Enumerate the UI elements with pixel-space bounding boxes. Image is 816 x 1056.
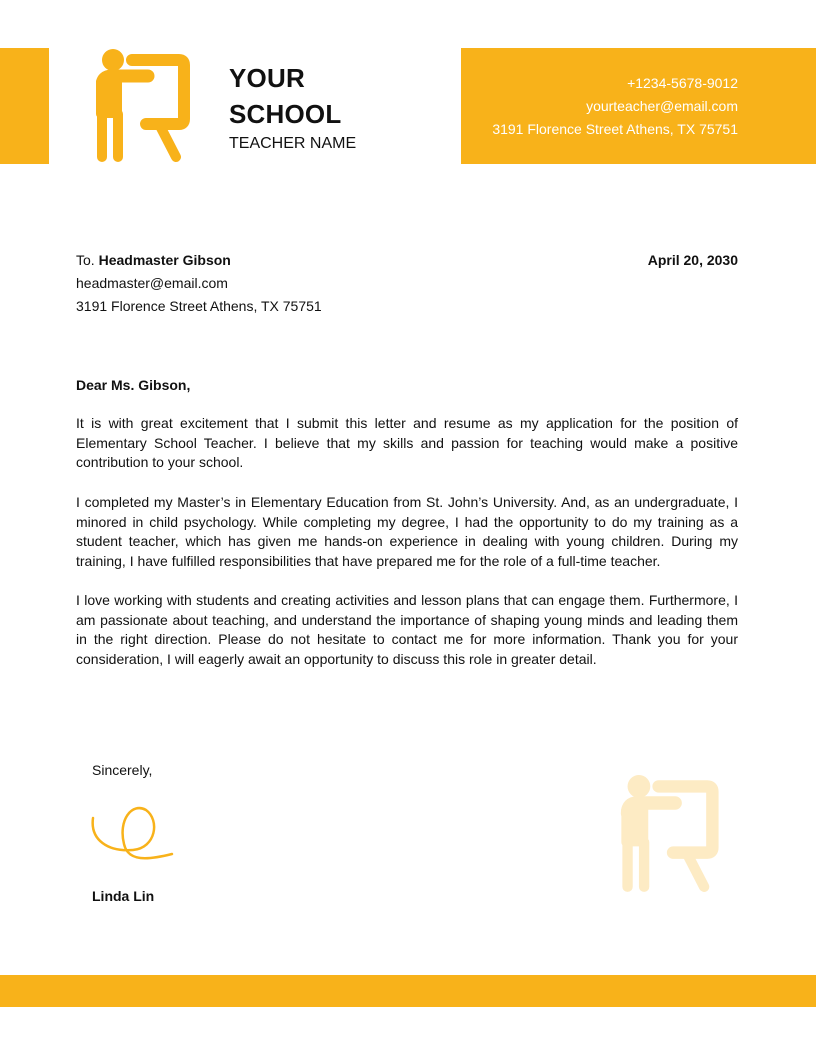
recipient-name-line [76, 249, 322, 272]
contact-phone: +1234-5678-9012 [627, 75, 738, 91]
contact-info [492, 72, 738, 141]
recipient-block [76, 249, 322, 318]
contact-email: yourteacher@email.com [586, 98, 738, 114]
signer-name: Linda Lin [92, 888, 155, 904]
handwritten-signature-icon [88, 800, 178, 870]
teacher-at-board-watermark-icon [616, 774, 726, 894]
recipient-prefix: To. [76, 252, 95, 268]
body-paragraph-1: It is with great excitement that I submit this letter and resume as my application for the position of Elementary School Teacher. I believe that my skills and passion for teaching would make a positive contribution to your school. [76, 415, 738, 470]
letter-date: April 20, 2030 [647, 252, 738, 268]
body-paragraph-2: I completed my Master’s in Elementary Education from St. John’s University. And, as an undergraduate, I minored in child psychology. While completing my degree, I had the opportunity to do my training as a student teacher, which has given me hands-on experience in dealing with young children. During my training, I have fulfilled responsibilities that have prepared me for the role of a full-time teacher. [76, 494, 738, 569]
recipient-address: 3191 Florence Street Athens, TX 75751 [76, 298, 322, 314]
school-name-line1: YOUR [229, 63, 305, 93]
body-paragraph-3: I love working with students and creating activities and lesson plans that can engage them. Furthermore, I am passionate about teaching, and understand the importance of shaping young minds and leading them in the right direction. Please do not hesitate to contact me for more information. Thank you for your consideration, I will eagerly await an opportunity to discuss this role in greater detail. [76, 592, 738, 667]
closing: Sincerely, [92, 762, 153, 778]
school-name [229, 60, 341, 132]
recipient-email: headmaster@email.com [76, 275, 228, 291]
contact-address: 3191 Florence Street Athens, TX 75751 [492, 121, 738, 137]
salutation: Dear Ms. Gibson, [76, 377, 191, 393]
teacher-at-board-icon [96, 48, 192, 164]
teacher-name: TEACHER NAME [229, 135, 357, 152]
left-accent-bar [0, 48, 49, 164]
school-name-line2: SCHOOL [229, 99, 342, 129]
recipient-name: Headmaster Gibson [98, 252, 231, 268]
footer-accent-bar [0, 975, 816, 1007]
